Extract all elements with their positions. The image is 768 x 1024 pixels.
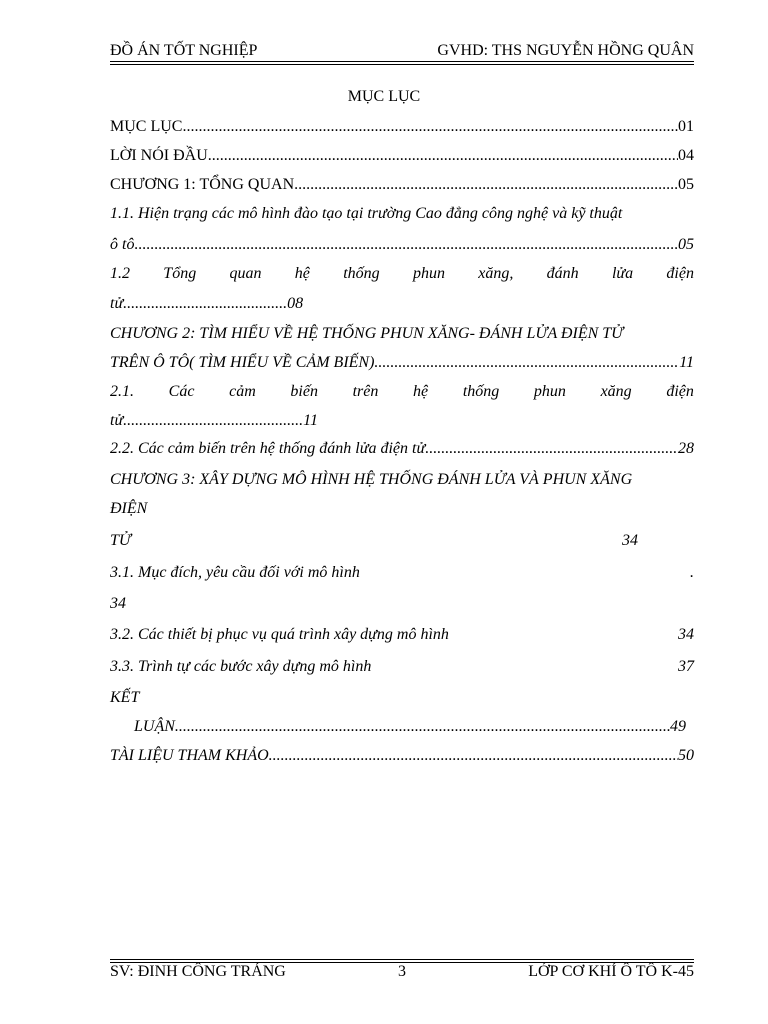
toc-label: 3.2. Các thiết bị phục vụ quá trình xây dựng mô hình	[110, 626, 449, 643]
toc-entry-chuong-3-line2: ĐIỆN	[110, 500, 148, 517]
toc-word: cảm	[229, 383, 256, 400]
page-header	[110, 42, 694, 66]
toc-entry-2-1	[110, 411, 318, 431]
toc-word: 2.1.	[110, 383, 134, 400]
toc-leader	[425, 439, 678, 459]
footer-student: SV: ĐINH CÔNG TRÁNG	[110, 963, 286, 980]
toc-leader: .........................................	[123, 295, 288, 312]
toc-page: 50	[678, 747, 694, 764]
toc-word: trên	[352, 383, 379, 400]
header-rule-bottom	[110, 64, 694, 65]
toc-word: thống	[462, 383, 500, 400]
toc-word: xăng	[600, 383, 632, 400]
toc-label: TRÊN Ô TÔ( TÌM HIỂU VỀ CẢM BIẾN)	[110, 354, 375, 371]
toc-label: LUẬN	[134, 718, 175, 735]
toc-label: CHƯƠNG 1: TỔNG QUAN	[110, 176, 295, 193]
toc-entry-ket-luan-line1: KẾT	[110, 689, 140, 706]
toc-leader	[449, 625, 678, 645]
toc-page: 08	[287, 295, 304, 312]
header-project-title: ĐỒ ÁN TỐT NGHIỆP	[110, 42, 258, 59]
toc-leader	[374, 353, 679, 373]
toc-leader	[131, 531, 622, 551]
toc-word: đánh	[546, 265, 579, 282]
toc-leader	[182, 117, 678, 137]
toc-page: 34	[622, 532, 638, 549]
toc-entry-1-1	[110, 235, 694, 255]
toc-entry-chuong-2	[110, 353, 694, 373]
toc-page: 05	[678, 176, 694, 193]
toc-entry-chuong-2-line1: CHƯƠNG 2: TÌM HIỂU VỀ HỆ THỐNG PHUN XĂNG- ĐÁNH LỬA ĐIỆN TỬ	[110, 325, 624, 342]
toc-entry-2-2	[110, 439, 694, 459]
toc-entry-3-1	[110, 563, 694, 583]
toc-entry-ket-luan	[134, 717, 686, 737]
toc-word: biến	[290, 383, 318, 400]
toc-word: điện	[666, 383, 694, 400]
toc-page: 11	[303, 412, 318, 429]
toc-label: TÀI LIỆU THAM KHẢO	[110, 747, 269, 764]
toc-leader	[208, 146, 678, 166]
toc-page-suffix: .	[690, 564, 694, 581]
toc-word: hệ	[413, 383, 429, 400]
toc-entry-1-2	[110, 294, 303, 314]
toc-label: 2.2. Các cảm biến trên hệ thống đánh lửa điện tử	[110, 440, 426, 457]
toc-word: thống	[343, 265, 380, 282]
toc-entry-chuong-3-line1: CHƯƠNG 3: XÂY DỰNG MÔ HÌNH HỆ THỐNG ĐÁNH LỬA VÀ PHUN XĂNG	[110, 471, 633, 488]
toc-entry-3-3	[110, 657, 694, 677]
toc-label: tử	[110, 295, 124, 312]
toc-label: 3.1. Mục đích, yêu cầu đối với mô hình	[110, 564, 360, 581]
toc-entry-3-1-page: 34	[110, 595, 126, 612]
toc-page: 49	[670, 718, 686, 735]
toc-entry-chuong-1	[110, 175, 694, 195]
toc-page: 05	[678, 236, 694, 253]
toc-label: tử	[110, 412, 124, 429]
page-footer	[110, 959, 694, 983]
toc-page: 01	[678, 118, 694, 135]
header-rule-top	[110, 61, 694, 62]
header-advisor: GVHD: THS NGUYỄN HỒNG QUÂN	[437, 42, 694, 59]
toc-label: TỬ	[110, 532, 131, 549]
toc-page: 04	[678, 147, 694, 164]
toc-leader	[175, 717, 670, 737]
toc-entry-muc-luc	[110, 117, 694, 137]
toc-word: quan	[229, 265, 262, 282]
footer-page-number: 3	[398, 963, 406, 980]
page-title: MỤC LỤC	[347, 88, 421, 105]
toc-leader	[371, 657, 678, 677]
toc-word: hệ	[294, 265, 310, 282]
toc-page: 11	[679, 354, 694, 371]
toc-word: 1.2	[110, 265, 130, 282]
toc-page: 37	[678, 658, 694, 675]
toc-leader	[294, 175, 678, 195]
toc-word: lửa	[611, 265, 634, 282]
toc-leader	[269, 746, 678, 766]
toc-word: phun	[533, 383, 566, 400]
toc-leader	[134, 235, 678, 255]
toc-word: Các	[168, 383, 195, 400]
toc-entry-chuong-3	[110, 531, 638, 551]
footer-rule-top	[110, 959, 694, 960]
toc-leader	[360, 563, 686, 583]
toc-word: xăng,	[478, 265, 514, 282]
toc-leader: .............................................	[123, 412, 304, 429]
toc-label: MỤC LỤC	[110, 118, 183, 135]
footer-class: LỚP CƠ KHÍ Ô TÔ K-45	[528, 963, 694, 980]
toc-entry-3-2	[110, 625, 694, 645]
toc-label: LỜI NÓI ĐẦU	[110, 147, 208, 164]
toc-page: 34	[678, 626, 694, 643]
toc-entry-loi-noi-dau	[110, 146, 694, 166]
toc-label: 3.3. Trình tự các bước xây dựng mô hình	[110, 658, 372, 675]
toc-word: Tổng	[163, 265, 197, 282]
toc-page: 28	[678, 440, 694, 457]
toc-word: điện	[666, 265, 694, 282]
toc-entry-1-1-line1: 1.1. Hiện trạng các mô hình đào tạo tại trường Cao đẳng công nghệ và kỹ thuật	[110, 205, 623, 222]
toc-entry-tai-lieu-tham-khao	[110, 746, 694, 766]
toc-entry-2-1-line1	[110, 382, 694, 402]
toc-word: phun	[412, 265, 445, 282]
toc-label: ô tô	[110, 236, 135, 253]
toc-entry-1-2-line1	[110, 264, 694, 284]
